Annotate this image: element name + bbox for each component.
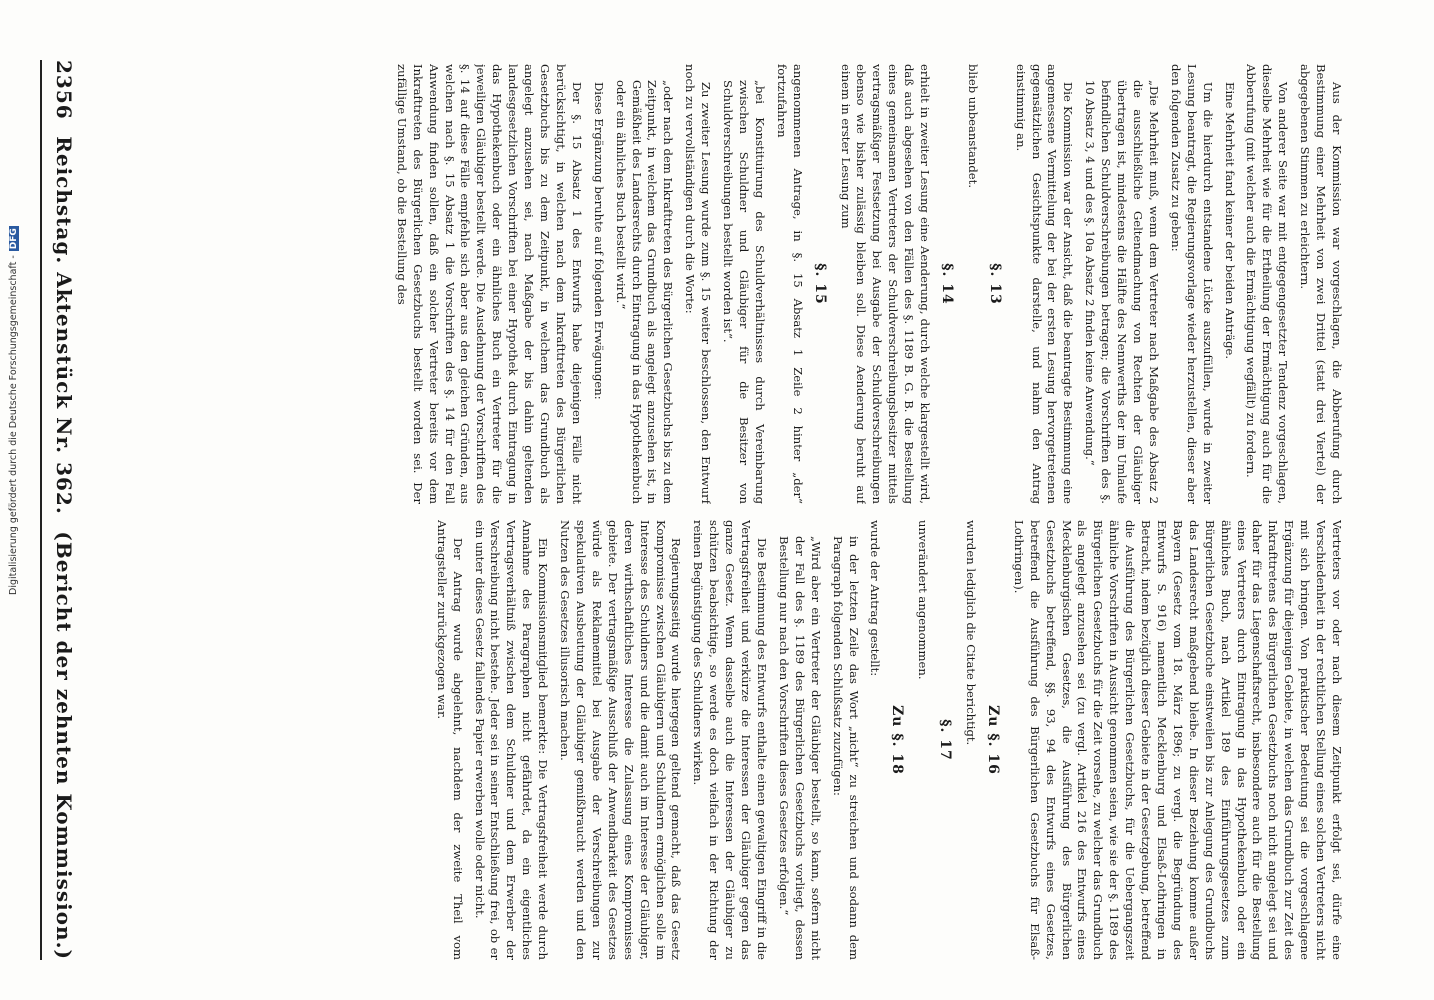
paragraph: Diese Ergänzung beruhte auf folgenden Erwägungen: [591,82,606,400]
paragraph: angenommenen Antrage, in §. 15 Absatz 1 Zeile 2 hinter „der“ fortzufahren [774,64,805,504]
paragraph: in der letzten Zeile das Wort „nicht“ zu streichen und sodann dem Paragraph folgenden Schlußsatz zuzufügen: [830,536,861,960]
digitization-footer [8,205,22,595]
paragraph: blieb unbeanstandet. [965,64,980,189]
paragraph: Die Kommission war der Ansicht, daß die beantragte Bestimmung eine angemessene Vermittelung der bei der ersten Lesung hervorgetretenen gegensätzlichen Gesichtspunkte darstelle, und nahm den Antrag einstimmig an. [1013,64,1076,504]
paragraph: Eine Mehrheit fand keiner der beiden Anträge. [1222,82,1237,360]
paragraph: Aus der Kommission war vorgeschlagen, die Abberufung durch Bestimmung einer Mehrheit von zwei Drittel (statt drei Viertel) der abgegebenen Stimmen zu erleichtern. [1298,64,1344,504]
paragraph: Die Bestimmung des Entwurfs enthalte einen gewaltigen Eingriff in die Vertragsfreiheit und verkürze die Interessen der Gläubiger gegen das ganze Gesetz. Wenn dasselbe auch die Interessen der Gläubiger zu schützen beabsichtige, so werde es doch vielfach in der Richtung der reinen Begünstigung des Schuldners wirken. [691,520,769,960]
section-heading: §. 14 [938,263,955,305]
paragraph: Ein Kommissionsmitglied bemerkte: Die Vertragsfreiheit werde durch Annahme des Paragraphen nicht gefährdet, da ein eigentliches Vertragsverhältniß zwischen dem Schuldner und dem Erwerber der Verschreibung nicht bestehe. Jeder sei in seiner Entschließung frei, ob er ein unter dieses Gesetz fallendes Papier erwerben wolle oder nicht. [472,520,551,960]
paragraph: unverändert angenommen. [916,520,931,680]
paragraph: „oder nach dem Inkrafttreten des Bürgerlichen Gesetzbuchs bis zu dem Zeitpunkt, in welchem das Grundbuch als angelegt anzusehen ist, in Gemäßheit des Landesrechts durch Eintragung in das Hypothekenbuch oder ein ähnliches Buch bestellt wird.“ [613,80,676,504]
paragraph: wurden lediglich die Citate berichtigt. [964,520,979,746]
page-number: 2356 [52,60,76,120]
footer-text: Digitalisierung gefördert durch die Deutsche Forschungsgemeinschaft - [8,255,19,595]
paragraph: Um die hierdurch entstandene Lücke auszufüllen, wurde in zweiter Lesung beantragt, die Regierungsvorlage wieder herzustellen, dieser aber den folgenden Zusatz zu geben: [1168,64,1215,504]
section-heading: §. 13 [986,263,1003,305]
section-heading: Zu §. 18 [889,705,906,775]
page-header [44,60,84,960]
page-subtitle: (Bericht der zehnten Kommission.) [52,531,76,960]
right-column [100,520,1344,960]
paragraph: wurde der Antrag gestellt: [868,520,883,677]
paragraph: erhielt in zweiter Lesung eine Aenderung, durch welche klargestellt wird, daß auch abgesehen von den Fällen des §. 1189 B. G. B. die Bestellung eines gemeinsamen Vertreters der Schuldverschreibungsbesitzer mittels vertragsmäßiger Festsetzung bei Ausgabe der Schuldverschreibungen ebenso wie bisher zulässig bleiben soll. Diese Aenderung beruht auf einem in erster Lesung zum [838,64,933,504]
section-heading: §. 17 [937,719,954,761]
paragraph: „Die Mehrheit muß, wenn dem Vertreter nach Maßgabe des Absatz 2 die ausschließliche Geltendmachung von Rechten der Gläubiger übertragen ist, mindestens die Hälfte des Nennwerths der im Umlaufe befindlichen Schuldverschreibungen betragen; die Vorschriften des §. 10 Absatz 3, 4 und des §. 10a Absatz 2 finden keine Anwendung.“ [1083,80,1161,504]
paragraph: „bei Konstituirung des Schuldverhältnisses durch Vereinbarung zwischen Schuldner und Gläubiger für die Besitzer von Schuldverschreibungen bestellt worden ist“. [721,80,767,504]
paragraph: „Wird aber ein Vertreter der Gläubiger bestellt, so kann, sofern nicht der Fall des §. 1189 des Bürgerlichen Gesetzbuchs vorliegt, dessen Bestellung nur nach den Vorschriften dieses Gesetzes erfolgen.“ [776,536,823,960]
paragraph: Regierungsseitig wurde hiergegen geltend gemacht, daß das Gesetz Kompromisse zwischen Gläubigern und Schuldnern ermöglichen solle im Interesse des Schuldners und die damit auch im Interesse der Gläubiger, deren wirthschaftliches Interesse die Zulassung eines Kompromisses gebiete. Der vertragsmäßige Ausschluß der Anwendbarkeit des Gesetzes würde als Reklamemittel bei Ausgabe der Verschreibungen zur spekulativen Ausbeutung der Gläubiger gemißbraucht werden und den Nutzen des Gesetzes illusorisch machen. [558,520,684,960]
left-column [100,64,1344,504]
paragraph: Vertreters vor oder nach diesem Zeitpunkt erfolgt sei, dürfe eine Verschiedenheit in der rechtlichen Stellung eines solchen Vertreters nicht mit sich bringen. Von praktischer Bedeutung sei die vorgeschlagene Ergänzung für diejenigen Gebiete, in welchen das Grundbuch zur Zeit des Inkrafttretens des Bürgerlichen Gesetzbuchs noch nicht angelegt sei und daher für das Liegenschaftsrecht, insbesondere auch für die Bestellung eines Vertreters durch Eintragung in das Hypothekenbuch oder ein ähnliches Buch, nach Artikel 189 des Einführungsgesetzes zum Bürgerlichen Gesetzbuche einstweilen bis zur Anlegung des Grundbuchs das Landesrecht maßgebend bleibe. In dieser Beziehung komme außer Bayern (Gesetz vom 18. März 1896; zu vergl. die Begründung des Entwurfs S. 916) namentlich Mecklenburg und Elsaß-Lothringen in Betracht, indem bezüglich dieser Gebiete in der Gesetzgebung, betreffend die Ausführung des Bürgerlichen Gesetzbuchs, für die Uebergangszeit ähnliche Vorschriften in Aussicht genommen seien, wie sie der §. 1189 des Bürgerlichen Gesetzbuchs für die Zeit vorsehe, zu welcher das Grundbuch als angelegt anzusehen sei (zu vergl. Artikel 216 des Entwurfs eines Mecklenburgischen Gesetzes, die Ausführung des Bürgerlichen Gesetzbuchs betreffend, §§. 93, 94 des Entwurfs eines Gesetzes, betreffend die Ausführung des Bürgerlichen Gesetzbuchs für Elsaß-Lothringen). [1011,520,1344,960]
paragraph: Der Antrag wurde abgelehnt, nachdem der zweite Theil vom Antragsteller zurückgezogen war. [434,520,465,960]
dfg-logo: DFG [9,228,19,250]
paragraph: Der §. 15 Absatz 1 des Entwurfs habe diejenigen Fälle nicht berücksichtigt, in welchen nach dem Inkrafttreten des Bürgerlichen Gesetzbuchs bis zu dem Zeitpunkt, in welchem das Grundbuch als angelegt anzusehen sei, nach Maßgabe der bis dahin geltenden landesgesetzlichen Vorschriften bei einer Hypothek durch Eintragung in das Hypothekenbuch oder ein ähnliches Buch ein Vertreter für die jeweiligen Gläubiger bestellt werde. Die Ausdehnung der Vorschriften des §. 14 auf diese Fälle empfehle sich aber aus den gleichen Gründen, aus welchen nach §. 15 Absatz 1 die Vorschriften des §. 14 für den Fall Anwendung finden sollen, daß ein solcher Vertreter bereits vor dem Inkrafttreten des Bürgerlichen Gesetzbuchs bestellt worden sei. Der zufällige Umstand, ob die Bestellung des [394,64,584,504]
paragraph: Zu zweiter Lesung wurde zum §. 15 weiter beschlossen, den Entwurf noch zu vervollständigen durch die Worte: [683,64,714,504]
page-title: Reichstag. Aktenstück Nr. 362. [52,136,76,515]
paragraph: Von anderer Seite war mit entgegengesetzter Tendenz vorgeschlagen, dieselbe Mehrheit wie für die Ertheilung der Ermächtigung auch für die Abberufung (mit welcher auch die Ermächtigung wegfällt) zu fordern. [1244,64,1291,504]
section-heading: §. 15 [811,263,828,305]
header-rule [40,60,42,960]
section-heading: Zu §. 16 [984,705,1001,775]
